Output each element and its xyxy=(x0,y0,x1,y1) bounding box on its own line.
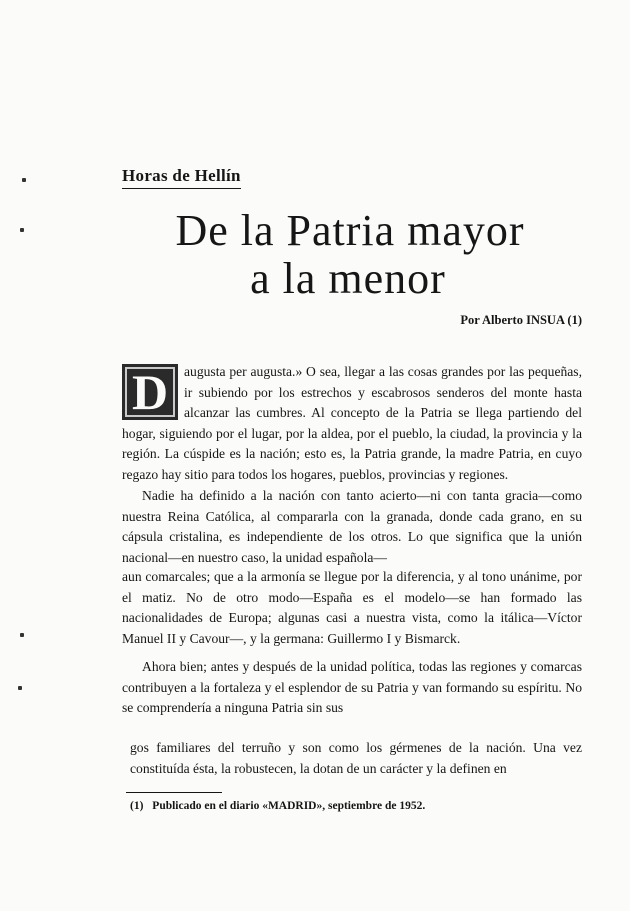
footnote-text: Publicado en el diario «MADRID», septiembre de 1952. xyxy=(152,800,426,812)
paragraph-5: gos familiares del terruño y son como los gérmenes de la nación. Una vez constituída ésta, la robustecen, la dotan de un carácter y la definen en xyxy=(130,740,582,776)
margin-speck xyxy=(20,228,24,232)
footnote-number: (1) xyxy=(130,800,144,812)
margin-speck xyxy=(22,178,26,182)
paragraph-1-text: augusta per augusta.» O sea, llegar a las cosas grandes por las pequeñas, ir subiendo por los estrechos y escabrosos senderos del monte hasta alcanzar las cumbres. Al concepto de la Patria se llega partiendo del hogar, siguiendo por el lugar, por la aldea, por el pueblo, la ciudad, la provincia y la región. La cúspide es la nación; esto es, la Patria grande, la madre Patria, en cuyo regazo hay sitio para todos los hogares, pueblos, provincias y regiones. xyxy=(122,364,582,482)
decorated-initial: D xyxy=(122,364,178,420)
margin-speck xyxy=(18,686,22,690)
author-note-ref: (1) xyxy=(567,313,582,327)
footnote-rule xyxy=(126,792,222,793)
byline-prefix: Por xyxy=(460,313,480,327)
paragraph-2: Nadie ha definido a la nación con tanto acierto—ni con tanta gracia—como nuestra Reina Católica, al compararla con la granada, donde cada grano, en su cápsula cristalina, es independiente de los otros. Lo que significa que la unión nacional—en nuestro caso, la unidad española— xyxy=(122,488,582,565)
margin-speck xyxy=(20,633,24,637)
author-name: Alberto INSUA xyxy=(482,313,565,327)
article-title-line-1: De la Patria mayor xyxy=(175,206,525,255)
paragraph-3: aun comarcales; que a la armonía se llegue por la diferencia, y al tono unánime, por el matiz. No de otro modo—España es el modelo—se han formado las nacionalidades de Europa; algunas casi a nuestra vista, como la itálica—Víctor Manuel II y Cavour—, y la germana: Guillermo I y Bismarck. xyxy=(122,569,582,646)
paragraph-4: Ahora bien; antes y después de la unidad política, todas las regiones y comarcas contribuyen a la fortaleza y el esplendor de su Patria y van formando su espíritu. No se comprendería a ninguna Patria sin sus xyxy=(122,659,582,715)
byline xyxy=(460,313,582,328)
article-title-line-2: a la menor xyxy=(250,254,446,303)
footnote xyxy=(130,800,425,812)
section-label: Horas de Hellín xyxy=(122,166,241,189)
paragraph-1 xyxy=(122,362,582,485)
